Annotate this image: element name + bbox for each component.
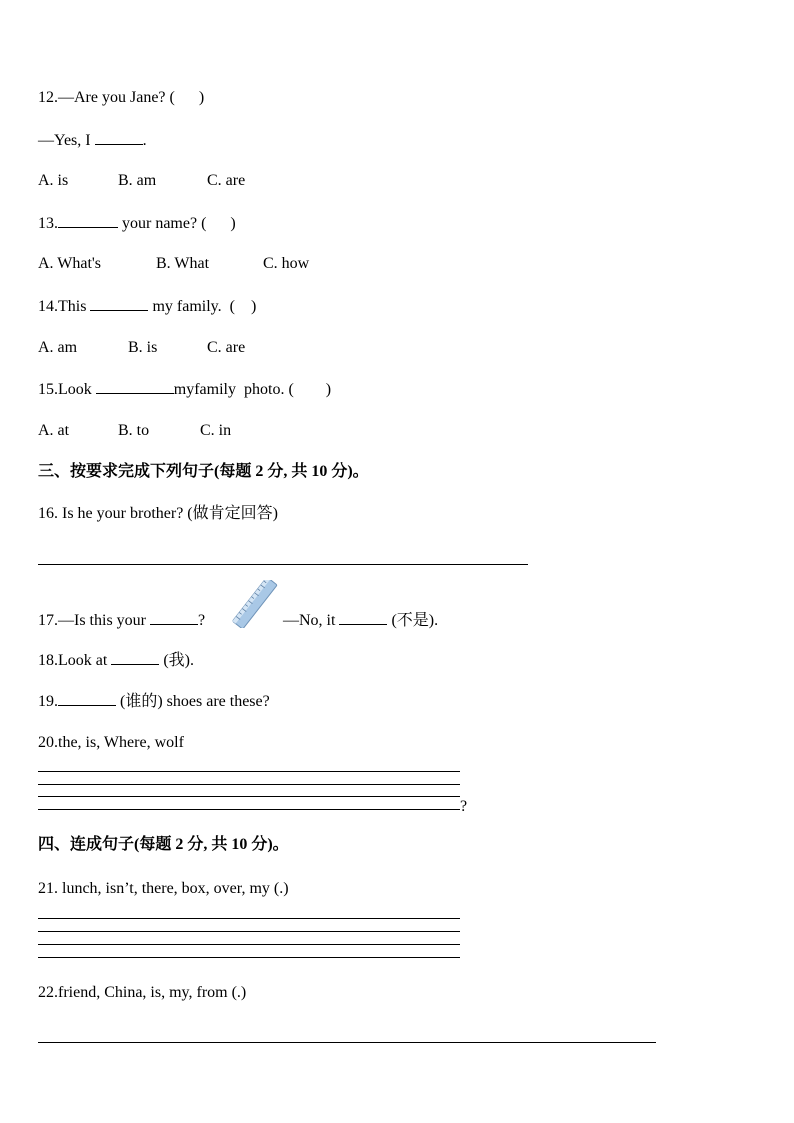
answer-blank[interactable]: [96, 379, 174, 394]
answer-line[interactable]: [38, 944, 460, 945]
question-mark: ?: [198, 612, 206, 629]
option-b[interactable]: B. is: [128, 339, 158, 356]
question-18: [38, 650, 194, 671]
answer-blank[interactable]: [90, 296, 148, 311]
question-text: 14.This: [38, 298, 91, 315]
option-c[interactable]: C. in: [200, 422, 232, 439]
question-text: your name? ( ): [118, 215, 236, 232]
ruler-icon: [230, 580, 282, 628]
option-a[interactable]: A. is: [38, 172, 69, 189]
question-text: 15.Look: [38, 381, 96, 398]
option-b[interactable]: B. to: [118, 422, 150, 439]
question-17-reply: [283, 610, 438, 631]
question-number: 13.: [38, 215, 58, 232]
answer-blank[interactable]: [339, 610, 387, 625]
question-16: 16. Is he your brother? (做肯定回答): [38, 505, 278, 522]
answer-line[interactable]: [38, 918, 460, 919]
question-12-answer-line: [38, 130, 147, 151]
answer-blank[interactable]: [150, 610, 198, 625]
answer-prefix: —Yes, I: [38, 132, 95, 149]
question-21: 21. lunch, isn’t, there, box, over, my (.): [38, 880, 289, 897]
question-22: 22.friend, China, is, my, from (.): [38, 984, 247, 1001]
option-c[interactable]: C. are: [207, 172, 246, 189]
answer-blank[interactable]: [58, 691, 116, 706]
answer-line[interactable]: [38, 931, 460, 932]
answer-line[interactable]: [38, 564, 528, 565]
section-4-title: 四、连成句子(每题 2 分, 共 10 分)。: [38, 836, 289, 853]
answer-line[interactable]: [38, 784, 460, 785]
answer-line[interactable]: [38, 1042, 656, 1043]
answer-suffix: .: [142, 132, 147, 149]
reply-hint: (不是).: [387, 612, 439, 629]
option-b[interactable]: B. am: [118, 172, 157, 189]
section-3-title: 三、按要求完成下列句子(每题 2 分, 共 10 分)。: [38, 463, 369, 480]
question-hint: (我).: [159, 652, 194, 669]
reply-text: —No, it: [283, 612, 340, 629]
question-text: 18.Look at: [38, 652, 112, 669]
question-20: 20.the, is, Where, wolf: [38, 734, 184, 751]
question-12: 12.—Are you Jane? ( ): [38, 89, 205, 106]
answer-line[interactable]: [38, 796, 460, 797]
option-a[interactable]: A. at: [38, 422, 70, 439]
answer-blank[interactable]: [58, 213, 118, 228]
question-17: [38, 610, 205, 631]
answer-blank[interactable]: [111, 650, 159, 665]
question-text-end: myfamily photo. ( ): [173, 381, 332, 398]
question-number: 19.: [38, 693, 58, 710]
option-b[interactable]: B. What: [156, 255, 210, 272]
answer-line[interactable]: [38, 809, 460, 810]
question-15: [38, 379, 331, 400]
answer-line[interactable]: [38, 771, 460, 772]
question-13: [38, 213, 236, 234]
option-c[interactable]: C. are: [207, 339, 246, 356]
option-a[interactable]: A. What's: [38, 255, 102, 272]
option-a[interactable]: A. am: [38, 339, 78, 356]
question-text: (谁的) shoes are these?: [116, 693, 270, 710]
question-19: [38, 691, 270, 712]
question-text: 17.—Is this your: [38, 612, 150, 629]
question-text-end: my family. ( ): [148, 298, 257, 315]
question-20-end-mark: ?: [460, 798, 468, 815]
answer-line[interactable]: [38, 957, 460, 958]
question-14: [38, 296, 256, 317]
answer-blank[interactable]: [95, 130, 143, 145]
option-c[interactable]: C. how: [263, 255, 310, 272]
